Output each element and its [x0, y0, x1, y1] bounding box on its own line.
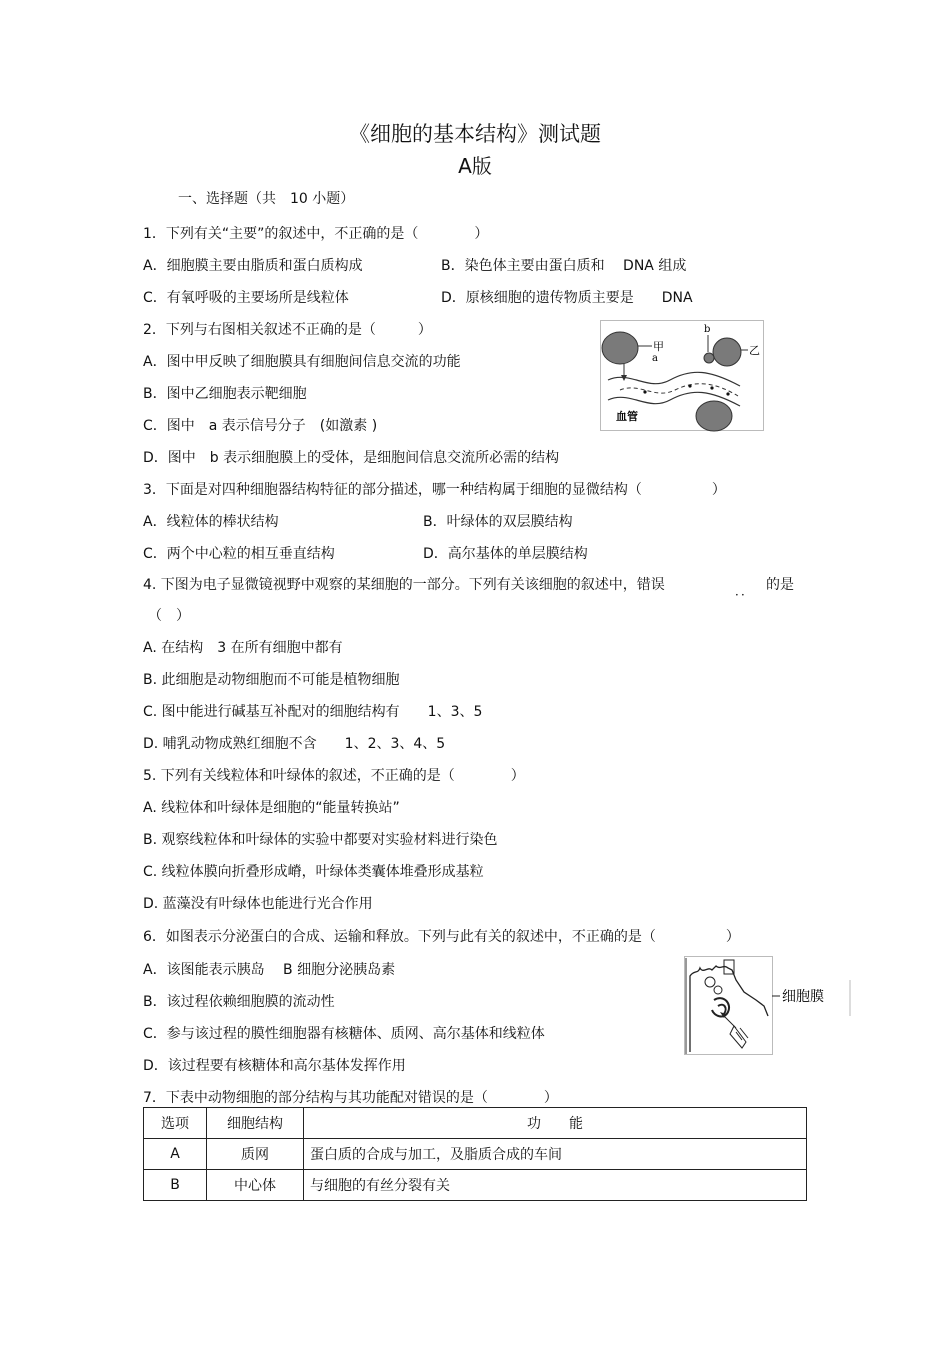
table-cell: 蛋白质的合成与加工，及脂质合成的车间 [304, 1139, 807, 1170]
endoplasmic-reticulum [730, 1026, 746, 1048]
q5-stem: 5. 下列有关线粒体和叶绿体的叙述，不正确的是（ ） [143, 768, 525, 784]
signal-dot [710, 386, 713, 389]
q1-option-a: A．细胞膜主要由脂质和蛋白质构成 [143, 258, 363, 274]
label-a: a [652, 353, 658, 364]
q2-option-d: D．图中 b 表示细胞膜上的受体，是细胞间信息交流所必需的结构 [143, 450, 560, 466]
q6-option-b: B．该过程依赖细胞膜的流动性 [143, 994, 335, 1010]
table-header-row [144, 1108, 807, 1139]
table-row [144, 1170, 807, 1201]
q5-option-a: A. 线粒体和叶绿体是细胞的“能量转换站” [143, 800, 400, 816]
er-lamella [740, 1028, 748, 1038]
vesicle [705, 977, 715, 987]
table-cell: 与细胞的有丝分裂有关 [304, 1170, 807, 1201]
secretion-figure [684, 956, 852, 1056]
q3-option-c: C．两个中心粒的相互垂直结构 [143, 546, 335, 562]
cell-membrane-label: 细胞膜 [782, 989, 824, 1005]
cell-yi [713, 338, 741, 366]
cell-target-lower [696, 401, 732, 431]
q1-option-b: B．染色体主要由蛋白质和 DNA 组成 [441, 258, 687, 274]
label-yi: 乙 [749, 344, 760, 357]
q2-option-c: C．图中 a 表示信号分子 (如激素 ) [143, 418, 378, 434]
page-title: 《细胞的基本结构》测试题 [349, 122, 601, 146]
q4-option-a: A. 在结构 3 在所有细胞中都有 [143, 640, 343, 656]
cell-jia [602, 332, 638, 364]
signal-dot [643, 390, 646, 393]
q6-option-d: D．该过程要有核糖体和高尔基体发挥作用 [143, 1058, 406, 1074]
q6-option-a: A．该图能表示胰岛 B 细胞分泌胰岛素 [143, 962, 396, 978]
q5-option-c: C. 线粒体膜向折叠形成嵴，叶绿体类囊体堆叠形成基粒 [143, 864, 484, 880]
q7-stem: 7．下表中动物细胞的部分结构与其功能配对错误的是（ ） [143, 1090, 558, 1106]
q6-stem: 6．如图表示分泌蛋白的合成、运输和释放。下列与此有关的叙述中，不正确的是（ ） [143, 929, 740, 945]
q3-option-a: A．线粒体的棒状结构 [143, 514, 279, 530]
signal-dot [688, 384, 691, 387]
q1-option-c: C．有氧呼吸的主要场所是线粒体 [143, 290, 349, 306]
table-cell: 质网 [207, 1139, 304, 1170]
q2-option-b: B．图中乙细胞表示靶细胞 [143, 386, 307, 402]
version-label: A版 [458, 154, 492, 178]
signal-dot [726, 392, 729, 395]
label-b: b [704, 324, 711, 335]
q4-stem-end: 的是 [766, 577, 794, 593]
q5-option-d: D. 蓝藻没有叶绿体也能进行光合作用 [143, 896, 373, 912]
label-vessel: 血管 [616, 410, 638, 423]
q4-option-d: D. 哺乳动物成熟红细胞不含 1、2、3、4、5 [143, 736, 446, 752]
q4-option-c: C. 图中能进行碱基互补配对的细胞结构有 1、3、5 [143, 704, 483, 720]
table-header: 细胞结构 [207, 1108, 304, 1139]
table-cell: B [144, 1170, 207, 1201]
label-jia: 甲 [653, 340, 664, 353]
q4-emphasis-dots: ．． [735, 584, 754, 598]
q3-option-b: B．叶绿体的双层膜结构 [423, 514, 573, 530]
golgi-apparatus [712, 998, 729, 1016]
q2-option-a: A．图中甲反映了细胞膜具有细胞间信息交流的功能 [143, 354, 461, 370]
table-cell: A [144, 1139, 207, 1170]
q1-option-d: D．原核细胞的遗传物质主要是 DNA [441, 290, 693, 306]
q4-paren: （ ） [148, 608, 190, 624]
receptor-b [704, 353, 714, 363]
q4-option-b: B. 此细胞是动物细胞而不可能是植物细胞 [143, 672, 400, 688]
flow-line [620, 384, 738, 396]
section-heading: 一、选择题（共 10 小题） [178, 191, 355, 207]
q4-stem: 4. 下图为电子显微镜视野中观察的某细胞的一部分。下列有关该细胞的叙述中，错误 [143, 577, 665, 593]
q3-option-d: D．高尔基体的单层膜结构 [423, 546, 588, 562]
q2-stem: 2．下列与右图相关叙述不正确的是（ ） [143, 322, 432, 338]
table-header: 功 能 [304, 1108, 807, 1139]
table-row [144, 1139, 807, 1170]
q6-option-c: C．参与该过程的膜性细胞器有核糖体、质网、高尔基体和线粒体 [143, 1026, 545, 1042]
table-cell: 中心体 [207, 1170, 304, 1201]
vessel-wall-top [608, 372, 740, 386]
q1-stem: 1．下列有关“主要”的叙述中，不正确的是（ ） [143, 226, 489, 242]
cell-signaling-figure [600, 320, 765, 432]
vesicle [714, 986, 722, 994]
q3-stem: 3．下面是对四种细胞器结构特征的部分描述，哪一种结构属于细胞的显微结构（ ） [143, 482, 726, 498]
q7-table [143, 1107, 807, 1201]
q5-option-b: B. 观察线粒体和叶绿体的实验中都要对实验材料进行染色 [143, 832, 498, 848]
table-header: 选项 [144, 1108, 207, 1139]
